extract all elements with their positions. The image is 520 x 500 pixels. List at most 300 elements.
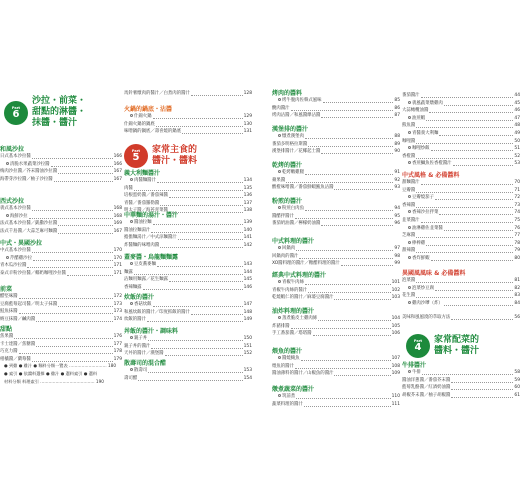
recipe-icon [408, 256, 411, 259]
recipe-icon [130, 178, 133, 181]
entry-title: 回鍋肉的醬汁 [272, 253, 299, 259]
toc-entry[interactable] [124, 350, 252, 358]
entry-page: 98 [394, 253, 400, 259]
leader-dots [313, 332, 391, 336]
toc-entry[interactable] [124, 128, 252, 136]
leader-dots [439, 132, 513, 136]
leader-dots [58, 222, 113, 226]
section-heading: 油炸料理的醬汁 [272, 308, 315, 315]
part-title-line: 沙拉・前菜・ [32, 96, 87, 106]
entry-page: 150 [243, 336, 252, 341]
leader-dots [32, 155, 113, 159]
leader-dots [153, 221, 243, 225]
entry-title: 燉煮漢堡肉 [272, 133, 304, 141]
toc-entry[interactable] [272, 220, 400, 228]
entry-title: 大蒜橄欖油醬 [402, 108, 429, 114]
entry-title: 義式基本沙拉醬 [0, 206, 31, 211]
section-heading: 炊飯的醬汁 [124, 294, 155, 301]
leader-dots [32, 249, 113, 253]
entry-title: 醬油拉麵 [124, 219, 152, 227]
entry-title: 烤肉沾醬／和風醬爆沾醬 [272, 113, 321, 119]
entry-title: 醬油拉麵湯汁 [124, 227, 151, 233]
entry-title: 花生醬 [402, 293, 416, 299]
part-5-title [152, 145, 197, 167]
entry-title: 柑橘醬／蘭莓醬 [0, 356, 31, 362]
recipe-icon [6, 162, 9, 165]
entry-title: 醃肉醬汁 [272, 105, 290, 111]
toc-recipe-entry[interactable] [402, 160, 520, 168]
entry-page: 142 [243, 242, 252, 248]
entry-title: 義風蔬菜燉雞肉 [402, 100, 443, 108]
entry-title: 乾燒蝦仁的醬汁／麻婆豆腐醬汁 [272, 295, 334, 301]
section-heading: 牛排醬汁 [402, 362, 427, 369]
toc-entry[interactable] [0, 176, 122, 184]
entry-page: 148 [243, 309, 252, 315]
toc-entry[interactable] [124, 284, 252, 292]
entry-title: 香辣醬 [402, 202, 416, 208]
entry-title: 番茄奶油醬／檸檬奶油醬 [272, 221, 321, 227]
leader-dots [291, 325, 391, 329]
entry-title: 炊飯的醬汁 [124, 317, 146, 323]
leader-dots [321, 150, 393, 154]
entry-page: 78 [514, 240, 520, 246]
part-title-line: 家常主食的 [152, 145, 198, 155]
entry-page: 52 [514, 153, 520, 159]
entry-page: 45 [514, 100, 520, 106]
section-heading: 異國風風味 & 必備醬料 [402, 270, 466, 277]
section-heading: 義大利麵醬汁 [124, 170, 161, 177]
entry-page: 70 [514, 180, 520, 185]
entry-title: 醬油洋蔥醬／番茄芥末醬 [402, 377, 451, 383]
entry-page: 177 [113, 341, 122, 347]
part-title-line: 醬料・醬汁 [434, 346, 480, 356]
leader-dots [431, 257, 514, 261]
entry-title: 熊魚醬 [402, 123, 416, 129]
entry-page: 166 [113, 161, 122, 167]
leader-dots [301, 357, 391, 361]
entry-title: 梅肉沙拉醬／芥末醬油沙拉醬 [0, 169, 58, 175]
toc-entry[interactable] [124, 90, 252, 98]
recipe-icon [130, 336, 133, 339]
entry-page: 47 [514, 115, 520, 121]
entry-page: 107 [391, 356, 400, 361]
part-label: Part [11, 105, 21, 110]
leader-dots [308, 289, 390, 293]
leader-dots [416, 279, 513, 283]
leader-dots [291, 107, 394, 111]
leader-dots [421, 94, 514, 98]
entry-page: 167 [113, 176, 122, 182]
entry-title: 蘋果醬 [272, 177, 286, 183]
entry-page: 81 [514, 278, 520, 283]
entry-title: 豆瓣燒茄子 [402, 194, 434, 202]
entry-title: 壽司醋 [124, 375, 138, 381]
leader-dots [286, 179, 393, 183]
part-4-header [406, 334, 479, 358]
part-4-badge [406, 334, 430, 358]
leader-dots [299, 255, 393, 259]
recipe-icon [130, 114, 133, 117]
leader-dots [36, 343, 112, 347]
entry-page: 88 [394, 134, 400, 139]
recipe-icon [408, 286, 411, 289]
entry-page: 167 [113, 169, 122, 175]
leader-dots [147, 318, 243, 322]
entry-page: 72 [514, 195, 520, 201]
recipe-icon [408, 161, 411, 164]
entry-title: 青椒牛肉絲的醬汁 [272, 287, 308, 293]
entry-page: 49 [514, 131, 520, 136]
recipe-icon [278, 206, 281, 209]
toc-entry[interactable] [0, 270, 122, 278]
entry-page: 46 [514, 108, 520, 114]
part-label: Part [131, 149, 141, 153]
entry-title: 豆瓣醬 [402, 187, 416, 193]
entry-title: 咖哩醬 [402, 138, 416, 144]
entry-title: 擔擔麵湯汁／中式涼麵醬汁 [124, 235, 177, 241]
entry-page: 110 [391, 394, 400, 399]
toc-entry[interactable] [124, 242, 252, 250]
toc-entry[interactable] [0, 316, 122, 324]
entry-title: 香辣麵露 [124, 284, 142, 290]
entry-page: 135 [243, 185, 252, 191]
entry-title: 韭菜醬汁 [402, 218, 420, 223]
entry-title: 粉煎白肉魚 [272, 205, 304, 213]
entry-page: 59 [514, 377, 520, 383]
leader-dots [19, 350, 113, 354]
entry-page: 144 [243, 269, 252, 275]
entry-page: 151 [243, 343, 252, 349]
leader-dots [151, 345, 242, 349]
recipe-icon [278, 98, 281, 101]
entry-page: 77 [514, 233, 520, 239]
entry-page: 167 [113, 228, 122, 234]
recipe-icon [130, 302, 133, 305]
entry-title: 青木瓜沙拉醬 [0, 263, 27, 269]
entry-page: 86 [394, 105, 400, 111]
leader-dots [157, 179, 243, 183]
entry-title: 醬醋拌醬汁 [272, 213, 294, 219]
entry-page: 137 [243, 200, 252, 206]
entry-title: 棒棒雞 [402, 240, 425, 248]
leader-dots [148, 337, 242, 341]
leader-dots [421, 219, 514, 223]
entry-page: 176 [113, 334, 122, 339]
entry-title: 海帶芽沙拉醬／柚子沙拉醬 [0, 176, 53, 182]
toc-entry[interactable] [272, 401, 400, 409]
entry-title: 馬鈴薯燉肉的醬汁／白煮肉的醬汁 [124, 91, 190, 96]
entry-title: 法式基本沙拉醬／凱撒沙拉醬 [0, 221, 58, 227]
recipe-icon [408, 131, 411, 134]
toc-column-2 [124, 0, 252, 500]
recipe-icon [6, 256, 9, 259]
entry-page: 82 [514, 285, 520, 291]
leader-dots [451, 316, 513, 320]
entry-page: 99 [394, 261, 400, 267]
entry-page: 44 [514, 93, 520, 98]
entry-page: 106 [391, 331, 400, 337]
part-title-line: 醬汁・醬料 [152, 156, 198, 166]
section-heading: 烤肉的醬料 [272, 90, 303, 97]
entry-title: 豆皮蕎麥麵 [124, 261, 156, 269]
toc-entry[interactable] [272, 260, 400, 268]
leader-dots [453, 162, 514, 166]
leader-dots [160, 202, 242, 206]
entry-page: 153 [243, 368, 252, 373]
leader-dots [334, 372, 390, 376]
entry-page: 131 [243, 129, 252, 135]
entry-page: 51 [514, 146, 520, 152]
entry-page: 109 [391, 371, 400, 377]
section-heading: 前菜 [0, 286, 13, 293]
entry-title: 藍莓乳酪醬／紅酒奶油醬 [402, 385, 451, 391]
entry-title: 麵露 [124, 269, 133, 275]
entry-page: 170 [113, 248, 122, 253]
entry-page: 95 [394, 213, 400, 219]
entry-page: 172 [113, 294, 122, 299]
part-number: 4 [414, 342, 422, 353]
entry-page: 146 [243, 284, 252, 290]
recipe-icon [278, 170, 281, 173]
leader-dots [151, 229, 242, 233]
section-heading: 和風沙拉 [0, 146, 25, 153]
entry-title: 豆腐藍莓起司醬／明太子抹醬 [0, 301, 58, 307]
recipe-icon [408, 226, 411, 229]
leader-dots [308, 143, 393, 147]
entry-page: 168 [113, 213, 122, 219]
leader-dots [305, 281, 391, 285]
section-heading: 燉煮蔬菜的醬汁 [272, 386, 315, 393]
entry-title: 蔬菜料理的醬汁 [272, 401, 303, 407]
leader-dots [444, 102, 514, 106]
toc-entry[interactable] [124, 316, 252, 324]
entry-page: 48 [514, 123, 520, 129]
entry-page: 168 [113, 206, 122, 211]
entry-title: 泡菜醬 [402, 278, 416, 283]
leader-dots [29, 215, 113, 219]
part-6-badge [4, 101, 28, 125]
entry-page: 76 [514, 225, 520, 231]
entry-title: 納豆抹醬／鹹肉醬 [0, 316, 36, 322]
recipe-icon [278, 280, 281, 283]
toc-recipe-entry[interactable] [402, 300, 520, 308]
section-heading: 蓋麥醬・烏龍麵麵露 [124, 254, 179, 261]
entry-title: 醬油薄料的醬汁／山椒魚的醬汁 [272, 371, 334, 377]
section-heading: 經典中式料理的醬汁 [272, 272, 327, 279]
recipe-icon [278, 394, 281, 397]
entry-page: 173 [113, 309, 122, 315]
entry-page: 152 [243, 351, 252, 357]
entry-page: 141 [243, 235, 252, 241]
entry-title: 青椒牛肉絲 [272, 279, 304, 287]
entry-page: 85 [394, 98, 400, 103]
toc-entry[interactable] [272, 112, 400, 120]
entry-title: 美味和風風澆的萃取方法 [402, 315, 451, 320]
recipe-icon [408, 101, 411, 104]
leader-dots [153, 303, 243, 307]
entry-title: 煨魚的醬汁 [272, 363, 294, 369]
leader-dots [334, 186, 393, 190]
recipe-icon [408, 116, 411, 119]
recipe-icon [408, 146, 411, 149]
recipe-icon [278, 356, 281, 359]
leader-dots [426, 117, 513, 121]
entry-page: 90 [394, 149, 400, 155]
entry-page: 53 [514, 161, 520, 167]
entry-page: 97 [394, 246, 400, 251]
entry-page: 149 [243, 317, 252, 323]
part-title-line: 甜點的淋醬・ [32, 107, 87, 117]
entry-title: 鮭魚抹醬 [0, 309, 18, 315]
part-title-line: 家常配菜的 [434, 335, 480, 345]
section-heading: 粉煎的醬汁 [272, 198, 303, 205]
part-6-header [4, 96, 86, 129]
entry-title: 醋堅味醬 [0, 294, 18, 299]
toc-entry[interactable] [272, 330, 400, 338]
entry-title: 沾麵用麵露／花生麵露 [124, 277, 168, 283]
part-5-badge [124, 144, 148, 168]
entry-title: 番茄多明格拉斯醬 [272, 141, 308, 147]
entry-page: 138 [243, 208, 252, 214]
leader-dots [305, 207, 393, 211]
leader-dots [426, 242, 513, 246]
entry-page: 179 [113, 356, 122, 362]
entry-page: 87 [394, 113, 400, 119]
entry-title: 烤牛腹肉佐韓式風味 [272, 97, 322, 105]
toc-entry[interactable] [402, 392, 520, 400]
toc-entry[interactable] [0, 228, 122, 236]
leader-dots [305, 171, 393, 175]
entry-title: 番茄醬汁 [402, 93, 420, 98]
entry-title: 炸醬麵的味噌肉醬 [124, 242, 160, 248]
leader-dots [429, 109, 513, 113]
recipe-icon [408, 210, 411, 213]
entry-title: 和風炊飯的醬汁／印度抓飯的醬汁 [124, 309, 190, 315]
entry-title: 芝麻醬 [402, 233, 416, 239]
part-number: 5 [132, 152, 140, 163]
entry-title: 天丼的醬汁／漢堡醬 [124, 351, 164, 357]
section-heading: 散壽司的混合醋 [124, 360, 167, 367]
toc-entry[interactable] [272, 370, 400, 378]
entry-page: 83 [514, 293, 520, 299]
section-heading: 乾烤的醬汁 [272, 162, 303, 169]
entry-page: 56 [514, 315, 520, 320]
toc-entry[interactable] [272, 148, 400, 156]
leader-dots [178, 236, 243, 240]
entry-title: 卡士達醬／焦糖醬 [0, 341, 36, 347]
leader-dots [416, 124, 513, 128]
entry-title: 培根蛋奶醬／番茄辣醬 [124, 193, 168, 199]
toc-recipe-entry[interactable] [402, 255, 520, 263]
entry-page: 96 [394, 221, 400, 227]
entry-title: 散壽司 [124, 367, 147, 375]
leader-dots [416, 294, 513, 298]
entry-title: 酸橙味噌醬／番茄鮮蝦鮪魚沾醬 [272, 185, 334, 191]
toc-column-1 [0, 0, 122, 500]
entry-title: 筑前煮 [272, 393, 295, 401]
entry-title: 肉醬麵醬汁 [124, 177, 156, 185]
entry-page: 94 [394, 206, 400, 211]
section-heading: 中式風格 & 必備醬料 [402, 172, 460, 179]
section-heading: 中華麵的湯汁・醬汁 [124, 212, 179, 219]
toc-entry[interactable] [272, 184, 400, 192]
entry-title: 什錦火鍋的鍋底 [124, 121, 155, 127]
entry-title: 油煎蝦 [402, 115, 425, 123]
entry-title: 明太子醬／海苔青菜醬 [124, 208, 168, 214]
leader-dots [435, 196, 513, 200]
toc-entry[interactable] [272, 294, 400, 302]
entry-title: 焦果醬 [0, 334, 14, 339]
leader-dots [416, 204, 513, 208]
leader-dots [143, 286, 243, 290]
leader-dots [421, 181, 514, 185]
leader-dots [444, 302, 514, 306]
entry-page: 171 [113, 263, 122, 269]
leader-dots [318, 317, 390, 321]
part-title-line: 抹醬・醬汁 [32, 118, 78, 128]
entry-page: 140 [243, 227, 252, 233]
entry-title: 香煎鰤魚佐香橙醬汁 [402, 160, 452, 168]
leader-dots [134, 187, 243, 191]
leader-dots [191, 311, 243, 315]
leader-dots [334, 296, 390, 300]
entry-title: XO醬料理的醬汁／糖醋料理的醬汁 [272, 261, 340, 267]
leader-dots [321, 114, 393, 118]
entry-title: 日式基本沙拉醬 [0, 154, 31, 159]
entry-title: 雞肉沙嗲（炸） [402, 300, 443, 308]
entry-page: 91 [394, 170, 400, 175]
entry-page: 143 [243, 262, 252, 267]
entry-title: 回鍋肉 [272, 245, 295, 253]
entry-page: 136 [243, 193, 252, 199]
toc-entry[interactable] [124, 375, 252, 383]
leader-dots [153, 115, 243, 119]
entry-page: 61 [514, 392, 520, 398]
entry-title: 親子丼的醬汁 [124, 343, 151, 349]
leader-dots [157, 263, 243, 267]
leader-dots [431, 147, 514, 151]
entry-page: 174 [113, 316, 122, 322]
leader-dots [191, 92, 243, 96]
part-label: Part [413, 339, 423, 343]
entry-title: 法式千島醬／大蒜芝麻可麵醬 [0, 228, 58, 234]
entry-title: 味噌鍋的鍋底／壽喜燒的鍋底 [124, 129, 182, 135]
entry-title: 甜麵醬汁 [402, 180, 420, 185]
section-heading: 丼飯的醬汁・調味料 [124, 328, 179, 335]
entry-page: 147 [243, 302, 252, 307]
entry-page: 60 [514, 385, 520, 391]
recipe-icon [408, 301, 411, 304]
entry-page: 92 [394, 177, 400, 183]
toc-entry[interactable] [402, 314, 520, 322]
leader-dots [58, 303, 113, 307]
leader-dots [32, 207, 113, 211]
leader-dots [295, 365, 391, 369]
entry-page: 178 [113, 349, 122, 355]
entry-title: 青醬義大利麵 [402, 130, 438, 138]
part-number: 6 [12, 108, 20, 120]
legend-line: ● 索引 ● 依醬料選擇 ● 雞汁 ● 選料索引 ● 選料 [4, 371, 98, 376]
leader-dots [416, 234, 513, 238]
leader-dots [160, 244, 242, 248]
section-heading: 火鍋的鍋底・沾醬 [124, 106, 173, 113]
leader-dots [58, 230, 113, 234]
toc-column-4 [402, 0, 520, 500]
leader-dots [295, 215, 393, 219]
entry-page: 89 [394, 141, 400, 147]
leader-dots [14, 335, 112, 339]
entry-page: 73 [514, 202, 520, 208]
